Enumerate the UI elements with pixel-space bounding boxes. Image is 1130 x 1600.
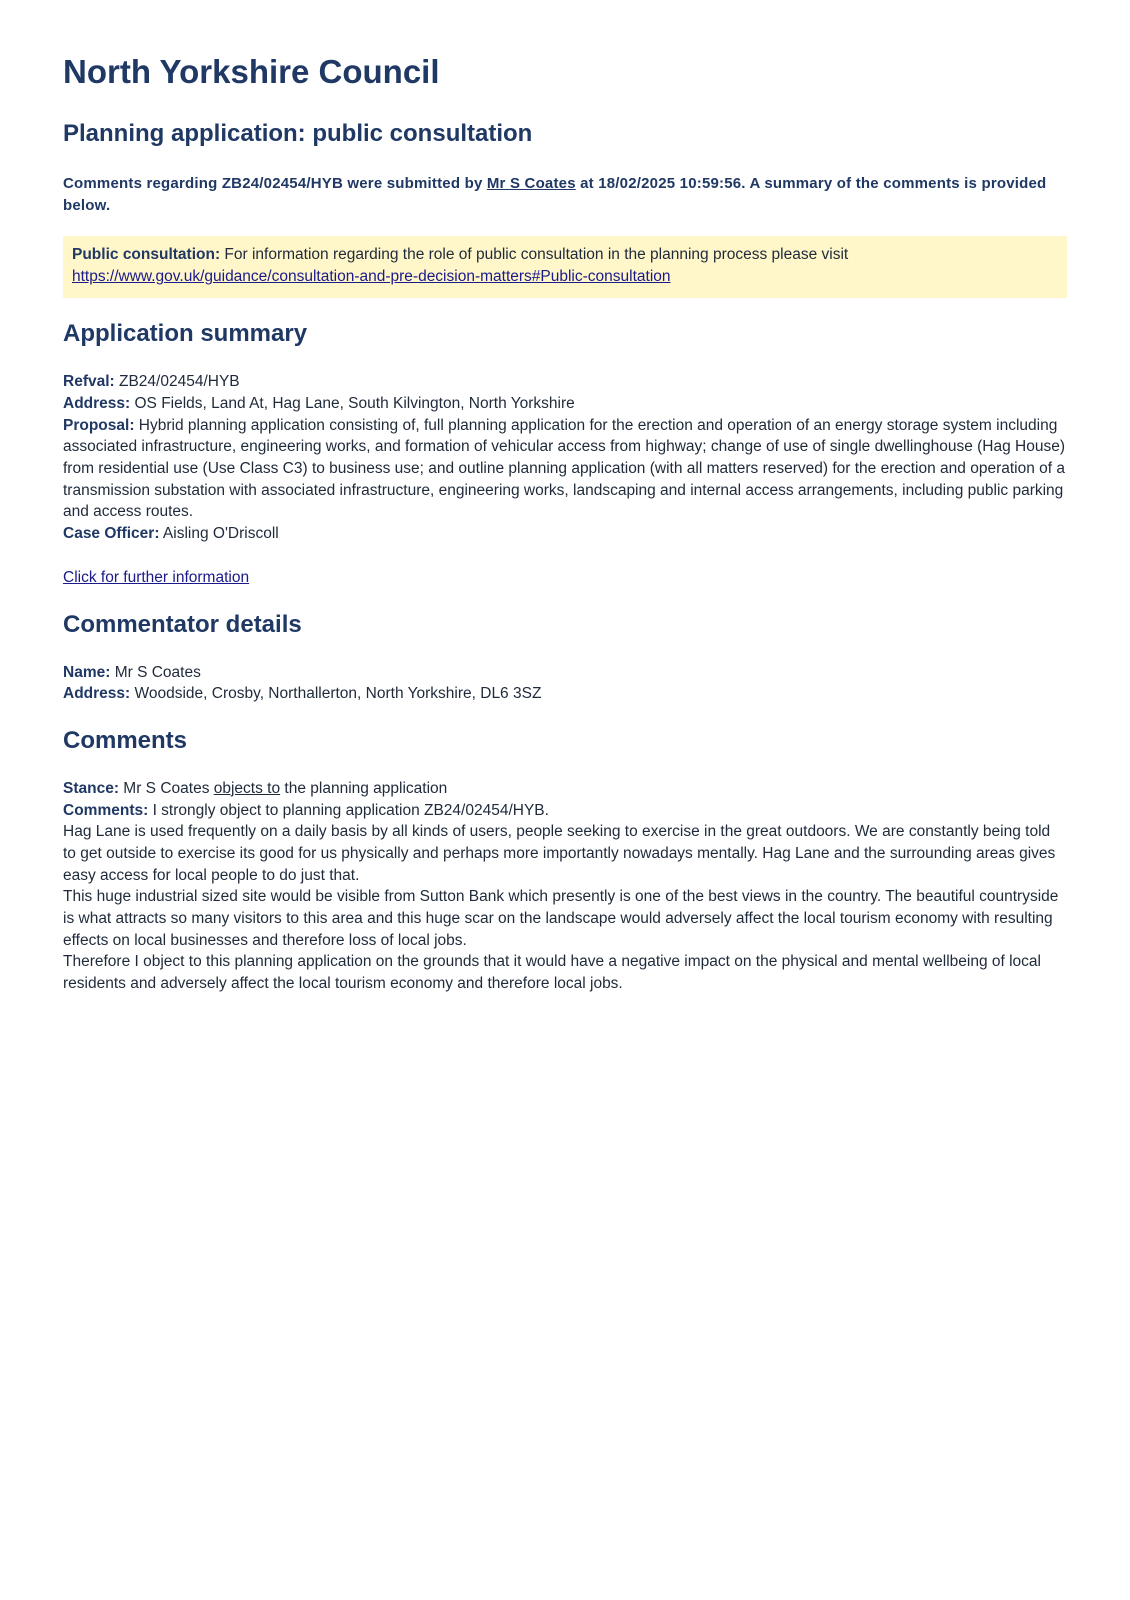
submission-suffix: at 18/02/2025 10:59:56. A summary of the comments is provided below. xyxy=(63,175,1047,215)
address-label: Address: xyxy=(63,394,131,412)
org-title: North Yorkshire Council xyxy=(63,53,440,90)
proposal-label: Proposal: xyxy=(63,416,135,434)
refval-row xyxy=(63,371,1067,393)
stance-row xyxy=(63,778,1067,800)
comments-heading: Comments xyxy=(63,727,188,755)
commentator-name-label: Name: xyxy=(63,663,111,681)
submission-summary xyxy=(63,173,1067,217)
stance-label: Stance: xyxy=(63,779,119,797)
case-officer-label: Case Officer: xyxy=(63,525,160,543)
stance-prefix: Mr S Coates xyxy=(119,779,214,797)
proposal-value: Hybrid planning application consisting of, full planning application for the erection and operation of an energy storage system including associated infrastructure, engineering works, and formation of vehicular access from highway; change of use of single dwellinghouse (Hag House) from residential use (Use Class C3) to business use; and outline planning application (with all matters reserved) for the erection and operation of a transmission substation with associated infrastructure, engineering works, landscaping and internal access arrangements, including public parking and access routes. xyxy=(63,416,1066,521)
commentator-address-label: Address: xyxy=(63,685,131,703)
further-information-link[interactable]: Click for further information xyxy=(63,568,250,586)
refval-label: Refval: xyxy=(63,373,115,391)
page-title: Planning application: public consultation xyxy=(63,119,533,147)
further-information-row xyxy=(63,567,1067,589)
commentator-name-row xyxy=(63,662,1067,684)
document-page xyxy=(63,52,1067,995)
stance-link[interactable]: objects to xyxy=(213,779,281,797)
comment-paragraph: Hag Lane is used frequently on a daily basis by all kinds of users, people seeking to exercise in the great outdoors. We are constantly being told to get outside to exercise its good for us physically and perhaps more importantly nowadays mentally. Hag Lane and the surrounding areas gives easy access for local people to do just that. xyxy=(63,823,1056,884)
notice-text: For information regarding the role of public consultation in the planning process please visit xyxy=(220,246,849,264)
case-officer-value: Aisling O'Driscoll xyxy=(159,525,279,543)
public-consultation-notice xyxy=(63,236,1067,298)
notice-label: Public consultation: xyxy=(72,246,221,264)
comments-section xyxy=(63,778,1067,995)
commenter-link[interactable]: Mr S Coates xyxy=(486,175,576,193)
commentator-address-value: Woodside, Crosby, Northallerton, North Yorkshire, DL6 3SZ xyxy=(130,685,542,703)
comments-row xyxy=(63,800,1067,822)
commentator-address-row xyxy=(63,683,1067,705)
address-row xyxy=(63,393,1067,415)
commentator-details-heading: Commentator details xyxy=(63,610,302,638)
refval-value: ZB24/02454/HYB xyxy=(114,373,240,391)
commentator-details xyxy=(63,662,1067,705)
comment-paragraph: This huge industrial sized site would be visible from Sutton Bank which presently is one of the best views in the country. The beautiful countryside is what attracts so many visitors to this area and this huge scar on the landscape would adversely affect the local tourism economy with resulting effects on local businesses and therefore loss of local jobs. xyxy=(63,888,1059,949)
application-summary xyxy=(63,371,1067,545)
stance-suffix: the planning application xyxy=(280,779,448,797)
case-officer-row xyxy=(63,523,1067,545)
comments-first-line: I strongly object to planning application ZB24/02454/HYB. xyxy=(148,801,549,819)
application-summary-heading: Application summary xyxy=(63,320,308,348)
comment-paragraph: Therefore I object to this planning application on the grounds that it would have a negative impact on the physical and mental wellbeing of local residents and adversely affect the local tourism economy and therefore local jobs. xyxy=(63,953,1041,993)
commentator-name-value: Mr S Coates xyxy=(110,663,201,681)
consultation-guidance-link[interactable]: https://www.gov.uk/guidance/consultation-and-pre-decision-matters#Public-consultation xyxy=(72,268,671,286)
proposal-row xyxy=(63,415,1067,524)
submission-prefix: Comments regarding ZB24/02454/HYB were submitted by xyxy=(63,175,487,193)
address-value: OS Fields, Land At, Hag Lane, South Kilvington, North Yorkshire xyxy=(130,394,575,412)
comments-label: Comments: xyxy=(63,801,149,819)
